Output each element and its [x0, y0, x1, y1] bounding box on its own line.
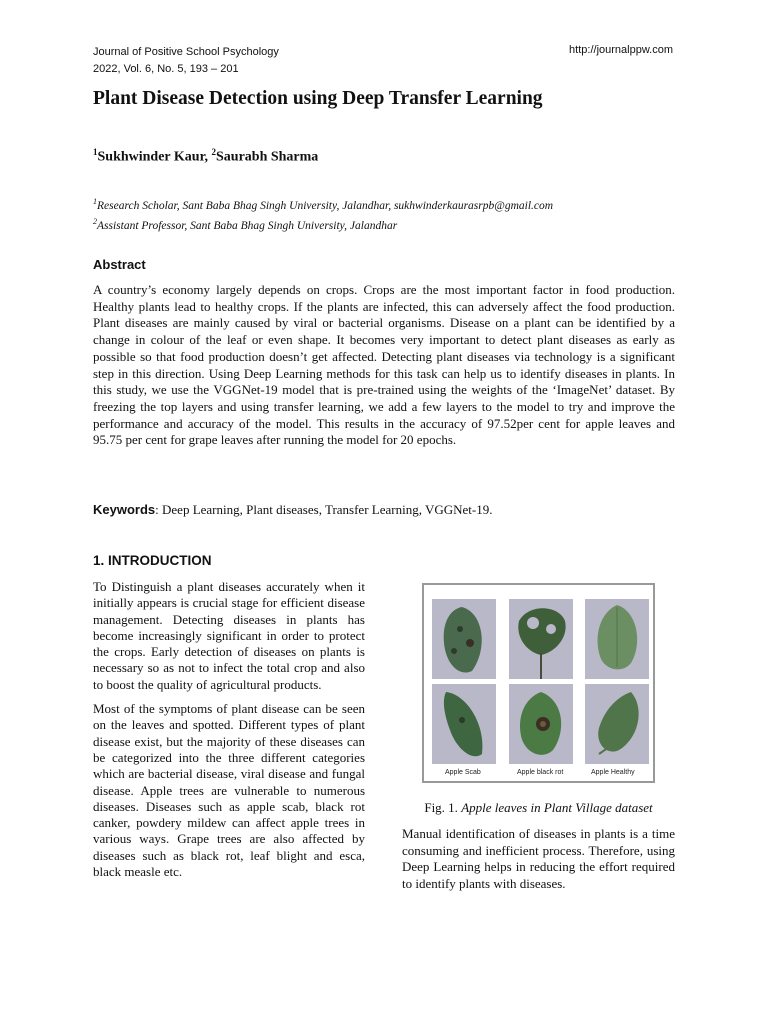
- keywords-label: Keywords: [93, 502, 156, 517]
- journal-name: Journal of Positive School Psychology: [93, 46, 279, 58]
- author-1-name: Sukhwinder Kaur,: [97, 149, 212, 165]
- abstract-text: A country’s economy largely depends on crops. Crops are the most important factor in food production. Healthy plants lead to healthy crops. If the plants are infected, this can adversely affect the food production. Plant diseases are mainly caused by viral or bacterial organisms. Disease on a plant can be identified by a change in colour of the leaf or even shape. It becomes very important to detect plant diseases as early as possible so that food production doesn’t get affected. Detecting plant diseases via technology is a significant step in this direction. Using Deep Learning methods for this task can help us to identify diseases in plants. In this study, we use the VGGNet-19 model that is pre-trained using the weights of the ‘ImageNet’ dataset. By freezing the top layers and using transfer learning, we add a few layers to the model to try and improve the performance and accuracy of the model. This results in the accuracy of 97.52per cent for apple leaves and 95.75 per cent for grape leaves after running the model for 20 epochs.: [93, 282, 675, 448]
- paper-title: Plant Disease Detection using Deep Transfer Learning: [93, 88, 543, 109]
- introduction-left-column: [93, 579, 365, 888]
- keywords-separator: :: [155, 502, 159, 517]
- figure-label-apple-healthy: Apple Healthy: [591, 769, 635, 776]
- leaf-image-apple-black-rot-1: [509, 599, 573, 679]
- figure-apple-leaves: [422, 583, 655, 783]
- keywords-text: Deep Learning, Plant diseases, Transfer Learning, VGGNet-19.: [158, 502, 493, 517]
- figure-caption: [402, 800, 675, 816]
- leaf-image-apple-healthy-1: [585, 599, 649, 679]
- figure-label-apple-black-rot: Apple black rot: [517, 769, 564, 776]
- journal-header: [93, 44, 279, 78]
- affiliations: [93, 194, 553, 234]
- introduction-right-paragraph: Manual identification of diseases in plants is a time consuming and inefficient process. Therefore, using Deep Learning helps in reducing the effort required to identify plants with diseases.: [402, 826, 675, 891]
- leaf-image-apple-healthy-2: [585, 684, 649, 764]
- figure-label-apple-scab: Apple Scab: [445, 769, 481, 776]
- affiliation-2: [93, 214, 553, 234]
- affiliation-1-text: Research Scholar, Sant Baba Bhag Singh University, Jalandhar, sukhwinderkaurasrpb@gmail.com: [97, 199, 554, 212]
- leaf-image-apple-scab-2: [432, 684, 496, 764]
- figure-caption-text: Apple leaves in Plant Village dataset: [461, 800, 653, 815]
- abstract-heading: Abstract: [93, 257, 146, 272]
- journal-url[interactable]: http://journalppw.com: [569, 44, 673, 56]
- figure-caption-prefix: Fig. 1.: [424, 800, 462, 815]
- leaf-image-grid: [432, 599, 649, 764]
- leaf-image-apple-black-rot-2: [509, 684, 573, 764]
- author-list: [93, 147, 318, 166]
- author-1-number: 1: [93, 147, 98, 157]
- affiliation-1: [93, 194, 553, 214]
- introduction-heading: 1. INTRODUCTION: [93, 553, 212, 568]
- affiliation-1-number: 1: [93, 197, 97, 206]
- affiliation-2-number: 2: [93, 216, 97, 226]
- journal-volume: 2022, Vol. 6, No. 5, 193 – 201: [93, 63, 239, 75]
- keywords-line: [93, 502, 492, 518]
- author-2-number: 2: [211, 147, 216, 157]
- affiliation-2-text: Assistant Professor, Sant Baba Bhag Singh University, Jalandhar: [97, 219, 398, 232]
- leaf-image-apple-scab-1: [432, 599, 496, 679]
- author-2-name: Saurabh Sharma: [216, 149, 319, 165]
- introduction-paragraph-2: Most of the symptoms of plant disease can be seen on the leaves and spotted. Different types of plant disease exist, but the majority of these diseases can be categorized into the three different categories which are bacterial disease, viral disease and fungal disease. Apple trees are vulnerable to numerous diseases. Diseases such as apple scab, black rot canker, powdery mildew can affect apple trees in various ways. Grape trees are also affected by diseases such as black rot, leaf blight and esca, black measle etc.: [93, 701, 365, 880]
- introduction-paragraph-1: To Distinguish a plant diseases accurately when it initially appears is crucial stage for efficient disease management. Detecting diseases in plants has become increasingly significant in order to protect the crops. Early detection of diseases on plants is necessary so as not to infect the total crop and also to boost the quality of agricultural products.: [93, 579, 365, 692]
